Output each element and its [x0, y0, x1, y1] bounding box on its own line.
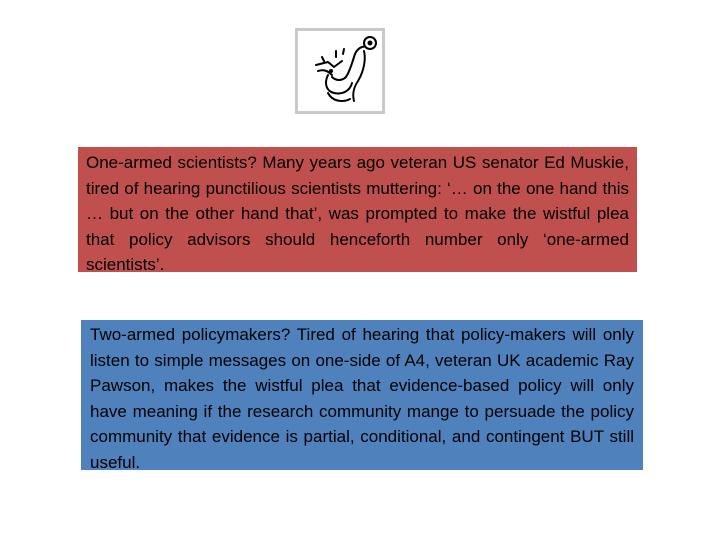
one-armed-scientists-box — [78, 147, 637, 272]
box-lead-heading: One-armed scientists? — [86, 153, 257, 172]
two-armed-policymakers-text — [90, 322, 634, 475]
logo-frame — [295, 28, 385, 114]
box-lead-heading: Two-armed policymakers? — [90, 325, 291, 344]
one-armed-scientists-text — [86, 150, 629, 278]
one-armed-figure-cartoon-icon — [298, 31, 382, 111]
box-body-text: Tired of hearing that policy-makers will only listen to simple messages on one-side of A4, veteran UK academic Ray Pawson, makes the wistful plea that evidence-based policy will only have meaning if the research community mange to persuade the policy community that evidence is partial, conditional, and contingent BUT still useful. — [90, 325, 635, 472]
box-body-text: Many years ago veteran US senator Ed Muskie, tired of hearing punctilious scientists muttering: ‘… on the one hand this … but on the other hand that’, was prompted to make the wistful plea that policy advisors should henceforth number only ‘one-armed scientists’. — [86, 153, 629, 274]
two-armed-policymakers-box — [81, 320, 643, 470]
